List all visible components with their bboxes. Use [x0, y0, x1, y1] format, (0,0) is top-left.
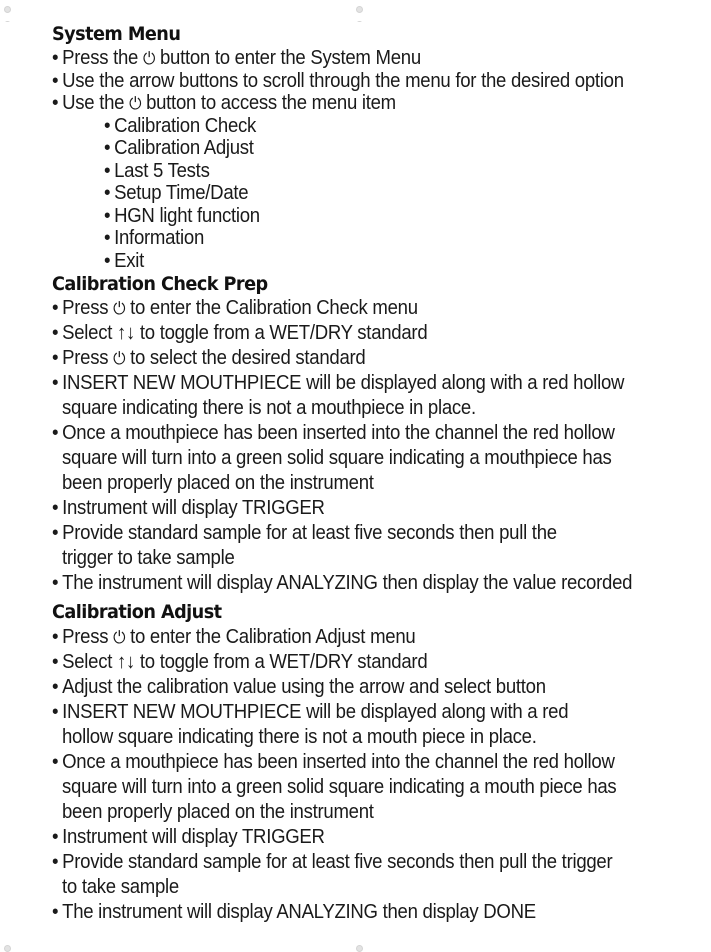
- calibration-adjust-step: • Instrument will display TRIGGER: [52, 826, 325, 848]
- binding-hole: [4, 6, 11, 13]
- calibration-adjust-step: • Adjust the calibration value using the arrow and select button: [52, 676, 546, 698]
- calibration-check-heading: Calibration Check Prep: [52, 273, 268, 295]
- system-menu-item: • Use the arrow buttons to scroll through the menu for the desired option: [52, 69, 624, 92]
- calibration-check-step: • INSERT NEW MOUTHPIECE will be displayed along with a red hollow: [52, 372, 625, 394]
- calibration-adjust-step: • Provide standard sample for at least five seconds then pull the trigger: [52, 851, 613, 873]
- calibration-check-step: • Instrument will display TRIGGER: [52, 497, 325, 519]
- calibration-adjust-step-continued: to take sample: [62, 876, 179, 898]
- system-menu-heading: System Menu: [52, 23, 181, 45]
- calibration-adjust-step: • Once a mouthpiece has been inserted into the channel the red hollow: [52, 751, 615, 773]
- binding-hole: [356, 6, 363, 13]
- calibration-check-step: • The instrument will display ANALYZING then display the value recorded: [52, 572, 633, 594]
- calibration-check-step: • Once a mouthpiece has been inserted into the channel the red hollow: [52, 422, 615, 444]
- power-icon: ⏻: [113, 628, 126, 648]
- calibration-adjust-step-continued: square will turn into a green solid square indicating a mouth piece has: [62, 776, 617, 798]
- menu-option-exit: • Exit: [104, 249, 144, 272]
- binding-hole: [356, 945, 363, 952]
- calibration-check-step-continued: square will turn into a green solid square indicating a mouthpiece has: [62, 447, 612, 469]
- calibration-adjust-step: • Select ↑↓ to toggle from a WET/DRY standard: [52, 651, 428, 673]
- menu-option-setup-time-date: • Setup Time/Date: [104, 182, 249, 204]
- calibration-check-step-continued: square indicating there is not a mouthpiece in place.: [62, 397, 476, 419]
- power-icon: ⏻: [113, 349, 126, 369]
- calibration-check-step: • Press ⏻ to select the desired standard: [52, 347, 366, 369]
- calibration-adjust-step: • INSERT NEW MOUTHPIECE will be displayed along with a red: [52, 701, 569, 723]
- calibration-adjust-heading: Calibration Adjust: [52, 601, 222, 623]
- calibration-check-step: • Provide standard sample for at least five seconds then pull the: [52, 522, 557, 544]
- calibration-check-step-continued: trigger to take sample: [62, 547, 235, 569]
- system-menu-item: • Use the ⏻ button to access the menu item: [52, 92, 396, 114]
- system-menu-item: • Press the ⏻ button to enter the System Menu: [52, 47, 421, 69]
- calibration-check-step: • Press ⏻ to enter the Calibration Check menu: [52, 297, 418, 319]
- power-icon: ⏻: [113, 299, 126, 319]
- calibration-check-step: • Select ↑↓ to toggle from a WET/DRY standard: [52, 322, 428, 344]
- calibration-adjust-step: • Press ⏻ to enter the Calibration Adjust menu: [52, 626, 416, 648]
- binding-hole: [4, 945, 11, 952]
- power-icon: ⏻: [129, 94, 142, 114]
- power-icon: ⏻: [142, 49, 156, 69]
- menu-option-hgn-light: • HGN light function: [104, 204, 260, 227]
- calibration-adjust-step: • The instrument will display ANALYZING then display DONE: [52, 901, 536, 923]
- instruction-page: [0, 22, 711, 942]
- menu-option-information: • Information: [104, 227, 204, 249]
- menu-option-calibration-check: • Calibration Check: [104, 114, 257, 137]
- calibration-adjust-step-continued: hollow square indicating there is not a mouth piece in place.: [62, 726, 537, 748]
- calibration-adjust-step-continued: been properly placed on the instrument: [62, 801, 374, 823]
- calibration-check-step-continued: been properly placed on the instrument: [62, 472, 374, 494]
- menu-option-last-5-tests: • Last 5 Tests: [104, 159, 210, 182]
- menu-option-calibration-adjust: • Calibration Adjust: [104, 137, 254, 159]
